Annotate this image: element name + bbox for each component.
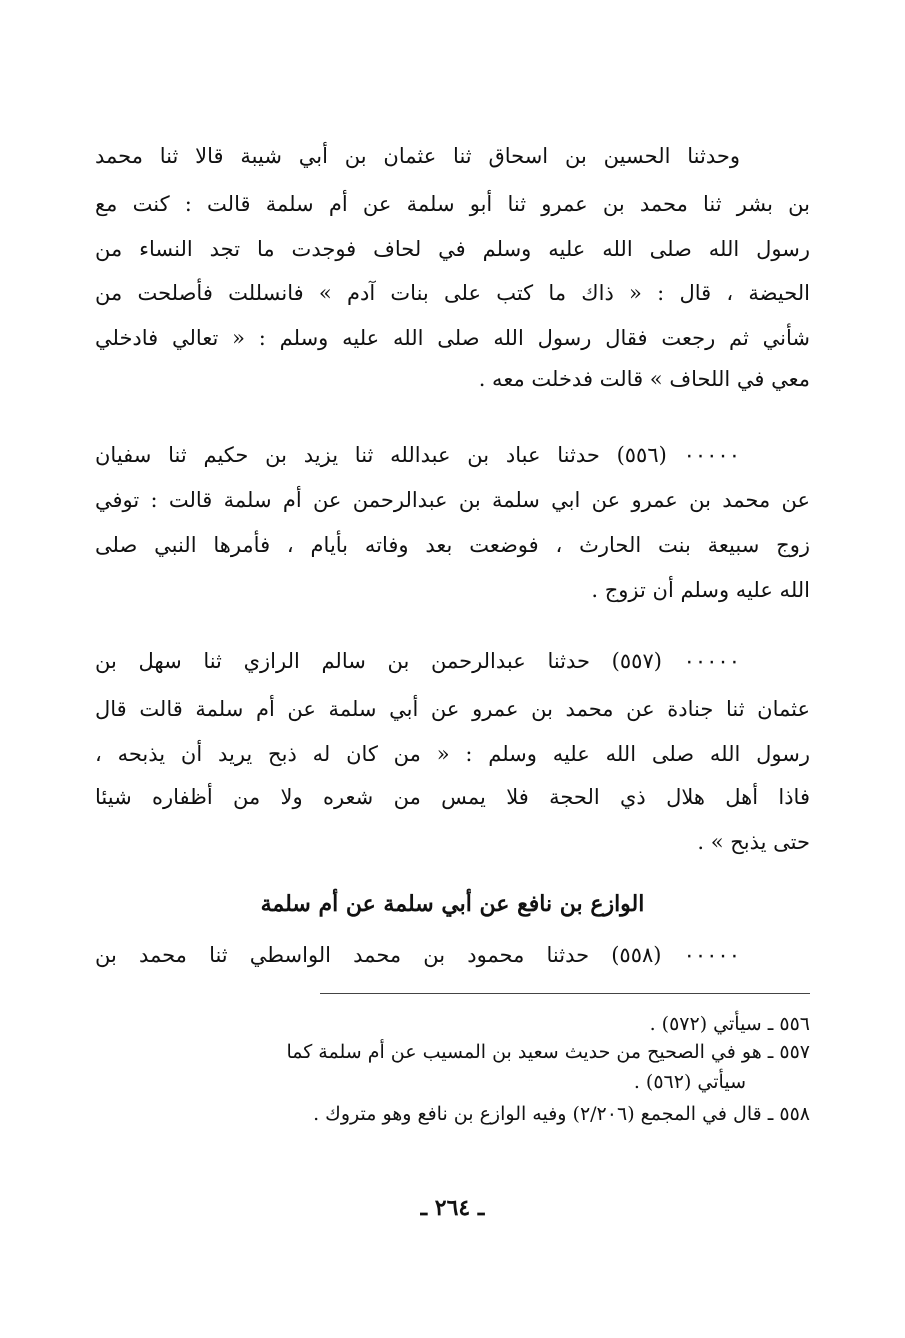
footnote-557: ٥٥٧ ـ هو في الصحيح من حديث سعيد بن المسيب عن أم سلمة كما	[286, 1041, 810, 1063]
hadith-557-line-5: حتى يذبح » .	[697, 830, 810, 854]
hadith-558-line-1: ٠٠٠٠٠ (٥٥٨) حدثنا محمود بن محمد الواسطي ثنا محمد بن	[95, 943, 740, 967]
hadith-556-line-1: ٠٠٠٠٠ (٥٥٦) حدثنا عباد بن عبدالله ثنا يزيد بن حكيم ثنا سفيان	[95, 443, 740, 467]
hadith-557-line-4: فاذا أهل هلال ذي الحجة فلا يمس من شعره ولا من أظفاره شيئا	[95, 785, 810, 809]
paragraph-1-line-1: وحدثنا الحسين بن اسحاق ثنا عثمان بن أبي شيبة قالا ثنا محمد	[95, 144, 740, 168]
hadith-556-line-4: الله عليه وسلم أن تزوج .	[591, 578, 810, 602]
paragraph-1-line-2: بن بشر ثنا محمد بن عمرو ثنا أبو سلمة عن أم سلمة قالت : كنت مع	[95, 192, 810, 216]
section-heading: الوازع بن نافع عن أبي سلمة عن أم سلمة	[260, 891, 645, 917]
paragraph-1-line-3: رسول الله صلى الله عليه وسلم في لحاف فوجدت ما تجد النساء من	[95, 237, 810, 261]
footnote-557-continuation: سيأتي (٥٦٢) .	[633, 1071, 746, 1093]
footnote-separator	[320, 993, 810, 994]
footnote-558: ٥٥٨ ـ قال في المجمع (٢/٢٠٦) وفيه الوازع بن نافع وهو متروك .	[313, 1103, 810, 1125]
hadith-557-line-3: رسول الله صلى الله عليه وسلم : « من كان له ذبح يريد أن يذبحه ،	[95, 742, 810, 766]
hadith-557-line-1: ٠٠٠٠٠ (٥٥٧) حدثنا عبدالرحمن بن سالم الرازي ثنا سهل بن	[95, 649, 740, 673]
hadith-556-line-2: عن محمد بن عمرو عن ابي سلمة بن عبدالرحمن عن أم سلمة قالت : توفي	[95, 488, 810, 512]
paragraph-1-line-5: شأني ثم رجعت فقال رسول الله صلى الله عليه وسلم : « تعالي فادخلي	[95, 326, 810, 350]
hadith-556-line-3: زوج سبيعة بنت الحارث ، فوضعت بعد وفاته بأيام ، فأمرها النبي صلى	[95, 533, 810, 557]
paragraph-1-line-4: الحيضة ، قال : « ذاك ما كتب على بنات آدم » فانسللت فأصلحت من	[95, 281, 810, 305]
page-number: ـ ٢٦٤ ـ	[420, 1195, 485, 1221]
paragraph-1-line-6: معي في اللحاف » قالت فدخلت معه .	[478, 367, 810, 391]
footnote-556: ٥٥٦ ـ سيأتي (٥٧٢) .	[649, 1013, 810, 1035]
hadith-557-line-2: عثمان ثنا جنادة عن محمد بن عمرو عن أبي سلمة عن أم سلمة قالت قال	[95, 697, 810, 721]
